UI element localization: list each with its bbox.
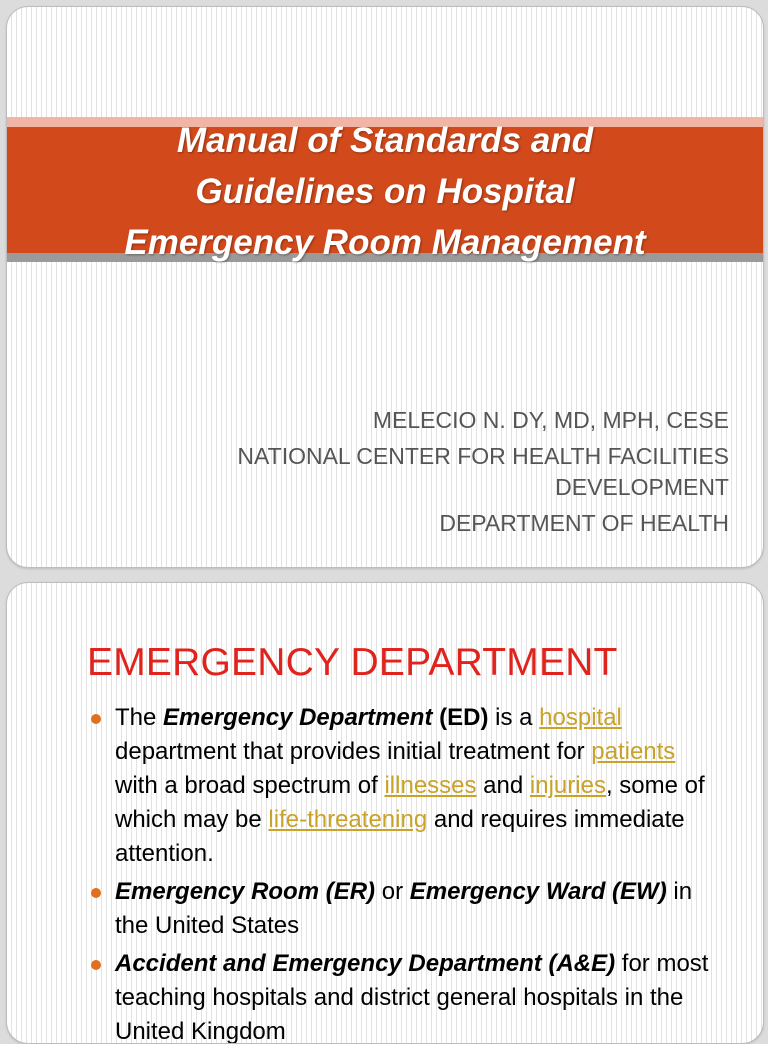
text: The	[115, 704, 164, 731]
author-name: MELECIO N. DY, MD, MPH, CESE	[372, 407, 729, 433]
author-org-cont: DEVELOPMENT	[555, 474, 729, 500]
text: in the United States	[115, 878, 693, 939]
term-emergency-ward: Emergency Ward (EW)	[409, 878, 667, 905]
bullet-list	[87, 701, 723, 1044]
bullet-item	[87, 701, 723, 871]
author-department: DEPARTMENT OF HEALTH	[439, 510, 729, 536]
text: or	[375, 878, 410, 905]
bullet-item	[87, 947, 723, 1044]
link-illnesses[interactable]: illnesses	[384, 772, 477, 799]
text: , some of which may be	[115, 772, 705, 833]
title-slide	[6, 6, 764, 568]
link-injuries[interactable]: injuries	[529, 772, 606, 799]
author-block	[237, 405, 729, 539]
author-org: NATIONAL CENTER FOR HEALTH FACILITIES	[237, 443, 729, 469]
link-patients[interactable]: patients	[591, 738, 676, 765]
slide-title	[7, 115, 763, 268]
title-line: Emergency Room Management	[124, 223, 646, 262]
term-emergency-department: Emergency Department	[163, 704, 433, 731]
text: department that provides initial treatment for	[115, 738, 592, 765]
title-line: Guidelines on Hospital	[195, 172, 575, 211]
bullet-item	[87, 875, 723, 943]
content-slide	[6, 582, 764, 1044]
term-emergency-room: Emergency Room (ER)	[115, 878, 376, 905]
text: for most teaching hospitals and district general hospitals in the United Kingdom	[115, 950, 709, 1044]
bullet-dot-icon	[91, 960, 101, 970]
text: and requires immediate attention.	[115, 806, 685, 867]
link-hospital[interactable]: hospital	[539, 704, 622, 731]
section-heading: EMERGENCY DEPARTMENT	[87, 641, 618, 684]
bullet-dot-icon	[91, 714, 101, 724]
abbr-ed: (ED)	[439, 704, 489, 731]
link-life-threatening[interactable]: life-threatening	[268, 806, 428, 833]
term-accident-emergency: Accident and Emergency Department (A&E)	[115, 950, 616, 977]
title-line: Manual of Standards and	[176, 121, 594, 160]
text: is a	[488, 704, 540, 731]
text: with a broad spectrum of	[115, 772, 385, 799]
text: and	[476, 772, 530, 799]
bullet-dot-icon	[91, 888, 101, 898]
